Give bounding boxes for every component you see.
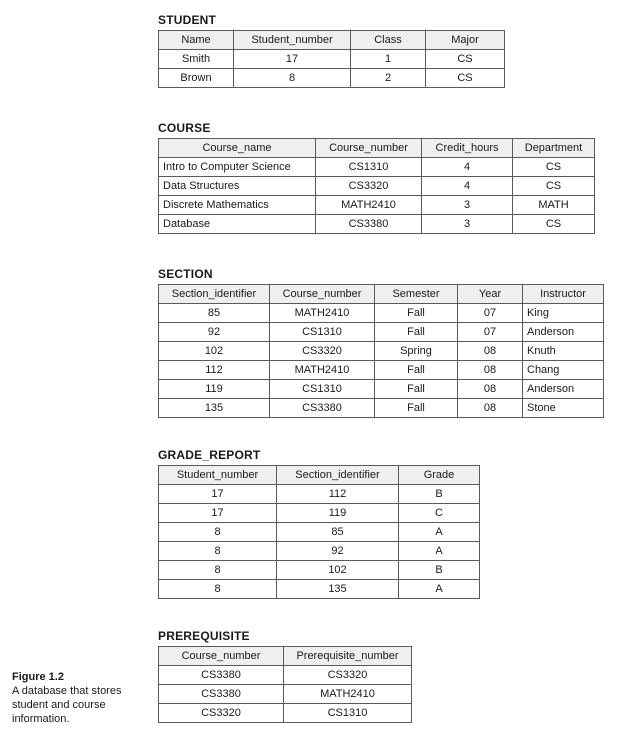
figure-caption-block [12, 670, 140, 726]
table-row [159, 361, 604, 380]
table-cell: Anderson [523, 380, 604, 399]
table-row [159, 380, 604, 399]
table-cell: Fall [375, 304, 458, 323]
course-column-header: Credit_hours [422, 139, 513, 158]
table-row [159, 561, 480, 580]
table-cell: Fall [375, 399, 458, 418]
table-cell: CS1310 [316, 158, 422, 177]
table-header-row [159, 466, 480, 485]
table-cell: 8 [159, 523, 277, 542]
section-column-header: Section_identifier [159, 285, 270, 304]
table-cell: CS [513, 158, 595, 177]
table-row [159, 580, 480, 599]
table-row [159, 704, 412, 723]
table-cell: MATH2410 [270, 361, 375, 380]
table-cell: Fall [375, 380, 458, 399]
table-cell: 92 [159, 323, 270, 342]
table-cell: 112 [159, 361, 270, 380]
table-header-row [159, 139, 595, 158]
table-cell: 07 [458, 323, 523, 342]
table-row [159, 342, 604, 361]
figure-caption: A database that stores student and course information. [12, 685, 122, 725]
table-row [159, 304, 604, 323]
table-cell: MATH2410 [270, 304, 375, 323]
table-cell: MATH2410 [316, 196, 422, 215]
table-cell: CS3320 [270, 342, 375, 361]
table-cell: 3 [422, 215, 513, 234]
prerequisite-table [158, 646, 412, 723]
table-cell: CS3320 [316, 177, 422, 196]
table-cell: CS3320 [284, 666, 412, 685]
grade-report-column-header: Section_identifier [277, 466, 399, 485]
table-cell: 08 [458, 380, 523, 399]
table-cell: Discrete Mathematics [159, 196, 316, 215]
table-header-row [159, 285, 604, 304]
table-cell: B [399, 485, 480, 504]
section-column-header: Course_number [270, 285, 375, 304]
table-row [159, 485, 480, 504]
table-cell: A [399, 542, 480, 561]
table-cell: Database [159, 215, 316, 234]
table-row [159, 215, 595, 234]
table-cell: 17 [159, 504, 277, 523]
grade-report-table [158, 465, 480, 599]
table-cell: 3 [422, 196, 513, 215]
table-cell: 92 [277, 542, 399, 561]
table-cell: 17 [234, 50, 351, 69]
table-cell: 17 [159, 485, 277, 504]
student-column-header: Name [159, 31, 234, 50]
section-table [158, 284, 604, 418]
table-cell: 08 [458, 342, 523, 361]
table-cell: 2 [351, 69, 426, 88]
table-cell: 119 [159, 380, 270, 399]
course-table [158, 138, 595, 234]
table-row [159, 685, 412, 704]
section-table-title: SECTION [158, 267, 213, 281]
figure-label: Figure 1.2 [12, 671, 64, 683]
table-cell: Spring [375, 342, 458, 361]
table-cell: MATH [513, 196, 595, 215]
table-row [159, 323, 604, 342]
table-cell: Anderson [523, 323, 604, 342]
table-cell: A [399, 580, 480, 599]
table-cell: CS [513, 177, 595, 196]
table-row [159, 542, 480, 561]
table-row [159, 196, 595, 215]
table-cell: Data Structures [159, 177, 316, 196]
table-cell: CS3320 [159, 704, 284, 723]
table-cell: 8 [234, 69, 351, 88]
section-column-header: Year [458, 285, 523, 304]
table-cell: 112 [277, 485, 399, 504]
table-cell: MATH2410 [284, 685, 412, 704]
table-cell: Intro to Computer Science [159, 158, 316, 177]
table-cell: 08 [458, 361, 523, 380]
table-cell: CS1310 [270, 323, 375, 342]
table-cell: B [399, 561, 480, 580]
table-row [159, 177, 595, 196]
table-cell: 8 [159, 561, 277, 580]
table-cell: 1 [351, 50, 426, 69]
table-cell: Brown [159, 69, 234, 88]
course-column-header: Course_name [159, 139, 316, 158]
table-cell: CS1310 [284, 704, 412, 723]
section-column-header: Instructor [523, 285, 604, 304]
table-cell: 135 [159, 399, 270, 418]
table-cell: 07 [458, 304, 523, 323]
table-cell: 102 [159, 342, 270, 361]
table-row [159, 158, 595, 177]
table-cell: 08 [458, 399, 523, 418]
table-cell: 85 [159, 304, 270, 323]
student-table-title: STUDENT [158, 13, 217, 27]
course-column-header: Course_number [316, 139, 422, 158]
grade-report-column-header: Grade [399, 466, 480, 485]
table-cell: Chang [523, 361, 604, 380]
table-row [159, 399, 604, 418]
student-column-header: Student_number [234, 31, 351, 50]
table-row [159, 666, 412, 685]
table-cell: CS3380 [159, 666, 284, 685]
student-column-header: Class [351, 31, 426, 50]
table-cell: Smith [159, 50, 234, 69]
table-cell: 4 [422, 158, 513, 177]
course-column-header: Department [513, 139, 595, 158]
table-cell: CS [513, 215, 595, 234]
table-cell: C [399, 504, 480, 523]
table-cell: CS3380 [270, 399, 375, 418]
table-cell: CS [426, 50, 505, 69]
table-cell: CS1310 [270, 380, 375, 399]
table-header-row [159, 31, 505, 50]
table-header-row [159, 647, 412, 666]
table-row [159, 504, 480, 523]
student-table [158, 30, 505, 88]
course-table-title: COURSE [158, 121, 211, 135]
student-column-header: Major [426, 31, 505, 50]
grade-report-column-header: Student_number [159, 466, 277, 485]
table-cell: 4 [422, 177, 513, 196]
table-cell: A [399, 523, 480, 542]
table-cell: King [523, 304, 604, 323]
table-cell: Fall [375, 361, 458, 380]
table-cell: 8 [159, 580, 277, 599]
table-row [159, 69, 505, 88]
table-cell: 102 [277, 561, 399, 580]
grade-report-table-title: GRADE_REPORT [158, 448, 261, 462]
table-cell: 135 [277, 580, 399, 599]
table-cell: CS [426, 69, 505, 88]
prerequisite-column-header: Prerequisite_number [284, 647, 412, 666]
table-cell: CS3380 [159, 685, 284, 704]
table-cell: 85 [277, 523, 399, 542]
table-cell: 119 [277, 504, 399, 523]
section-column-header: Semester [375, 285, 458, 304]
table-cell: Fall [375, 323, 458, 342]
table-cell: Stone [523, 399, 604, 418]
table-cell: Knuth [523, 342, 604, 361]
prerequisite-table-title: PREREQUISITE [158, 629, 250, 643]
table-cell: CS3380 [316, 215, 422, 234]
prerequisite-column-header: Course_number [159, 647, 284, 666]
table-cell: 8 [159, 542, 277, 561]
table-row [159, 523, 480, 542]
table-row [159, 50, 505, 69]
